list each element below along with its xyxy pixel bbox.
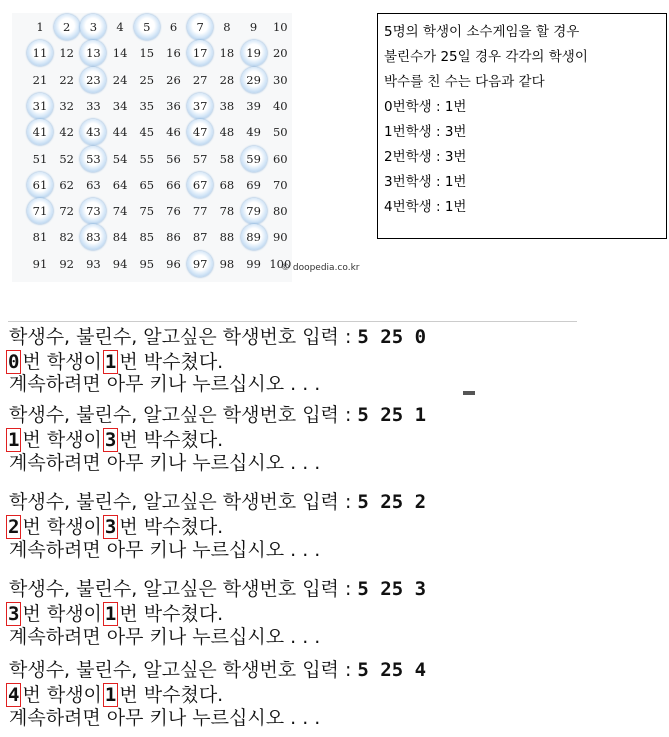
grid-number: 22 bbox=[59, 72, 74, 87]
continue-prompt: 계속하려면 아무 키나 누르십시오 . . . bbox=[9, 626, 321, 648]
info-line: 4번학생 : 1번 bbox=[384, 199, 467, 215]
grid-number: 45 bbox=[139, 125, 155, 140]
result-text: 번 학생이 bbox=[22, 603, 102, 625]
grid-number: 72 bbox=[59, 204, 74, 219]
grid-number: 94 bbox=[112, 256, 128, 271]
input-value: 5 25 3 bbox=[357, 578, 427, 600]
result-text: 번 학생이 bbox=[22, 684, 102, 706]
grid-number: 46 bbox=[166, 125, 181, 140]
grid-number: 40 bbox=[272, 98, 288, 113]
grid-number: 58 bbox=[219, 151, 235, 166]
grid-number: 28 bbox=[219, 72, 235, 87]
highlighted-number: 89 bbox=[241, 224, 267, 250]
grid-number: 69 bbox=[246, 177, 261, 192]
result-line bbox=[5, 428, 223, 452]
grid-number: 49 bbox=[246, 125, 261, 140]
highlighted-number: 79 bbox=[241, 198, 267, 224]
info-line: 5명의 학생이 소수게임을 할 경우 bbox=[384, 24, 580, 40]
grid-number: 51 bbox=[32, 151, 48, 166]
info-line: 0번학생 : 1번 bbox=[384, 99, 467, 115]
prompt-text: 학생수, 불린수, 알고싶은 학생번호 입력 : bbox=[9, 404, 358, 426]
console-divider bbox=[8, 321, 577, 322]
grid-number: 57 bbox=[192, 151, 208, 166]
grid-number: 35 bbox=[139, 98, 155, 113]
grid-number: 36 bbox=[166, 98, 181, 113]
highlighted-number: 47 bbox=[187, 119, 213, 145]
grid-number: 26 bbox=[166, 72, 181, 87]
grid-number: 85 bbox=[139, 230, 155, 245]
clap-count-box: 1 bbox=[104, 603, 117, 625]
highlighted-number: 7 bbox=[187, 14, 213, 40]
result-text: 번 박수쳤다. bbox=[119, 351, 224, 373]
highlighted-number: 29 bbox=[241, 67, 267, 93]
highlighted-number: 3 bbox=[80, 14, 106, 40]
student-number-box: 3 bbox=[8, 603, 20, 625]
grid-number: 68 bbox=[219, 177, 235, 192]
grid-number: 87 bbox=[192, 230, 208, 245]
info-line: 2번학생 : 3번 bbox=[384, 149, 467, 165]
input-value: 5 25 1 bbox=[357, 404, 427, 426]
grid-number: 4 bbox=[116, 20, 124, 34]
grid-number: 84 bbox=[112, 230, 128, 245]
prompt-line bbox=[9, 577, 426, 601]
grid-number: 64 bbox=[112, 177, 128, 192]
grid-number: 93 bbox=[86, 256, 101, 271]
input-value: 5 25 4 bbox=[357, 659, 427, 681]
grid-number: 81 bbox=[32, 230, 48, 245]
highlighted-number: 31 bbox=[27, 93, 53, 119]
grid-number: 42 bbox=[59, 125, 74, 140]
highlighted-number: 61 bbox=[27, 172, 53, 198]
grid-number: 18 bbox=[219, 46, 235, 61]
result-text: 번 박수쳤다. bbox=[119, 684, 224, 706]
result-text: 번 박수쳤다. bbox=[119, 603, 224, 625]
prompt-text: 학생수, 불린수, 알고싶은 학생번호 입력 : bbox=[9, 659, 358, 681]
highlighted-number: 13 bbox=[80, 40, 106, 66]
grid-number: 27 bbox=[192, 72, 208, 87]
clap-count-box: 1 bbox=[104, 684, 117, 706]
text-cursor bbox=[463, 391, 475, 395]
highlighted-number: 41 bbox=[27, 119, 53, 145]
grid-number: 62 bbox=[59, 177, 74, 192]
grid-number: 66 bbox=[166, 177, 181, 192]
grid-number: 32 bbox=[59, 98, 74, 113]
result-text: 번 박수쳤다. bbox=[119, 429, 224, 451]
grid-number: 76 bbox=[166, 204, 181, 219]
grid-number: 99 bbox=[246, 256, 261, 271]
grid-number: 86 bbox=[166, 230, 181, 245]
highlighted-number: 67 bbox=[187, 172, 213, 198]
grid-number: 10 bbox=[272, 20, 288, 34]
continue-prompt: 계속하려면 아무 키나 누르십시오 . . . bbox=[9, 707, 321, 729]
highlighted-number: 11 bbox=[27, 40, 53, 66]
info-line: 불린수가 25일 경우 각각의 학생이 bbox=[384, 49, 588, 65]
grid-number: 77 bbox=[192, 204, 208, 219]
grid-number: 54 bbox=[112, 151, 128, 166]
grid-number: 78 bbox=[219, 204, 235, 219]
grid-number: 75 bbox=[139, 204, 155, 219]
highlighted-number: 73 bbox=[80, 198, 106, 224]
grid-number: 56 bbox=[166, 151, 181, 166]
grid-number: 96 bbox=[166, 256, 181, 271]
highlighted-number: 5 bbox=[134, 14, 160, 40]
highlighted-number: 2 bbox=[54, 14, 80, 40]
result-text: 번 학생이 bbox=[22, 429, 102, 451]
grid-number: 74 bbox=[112, 204, 128, 219]
grid-number: 70 bbox=[272, 177, 288, 192]
result-text: 번 학생이 bbox=[22, 516, 102, 538]
grid-number: 60 bbox=[272, 151, 288, 166]
continue-prompt: 계속하려면 아무 키나 누르십시오 . . . bbox=[9, 452, 321, 474]
highlighted-number: 97 bbox=[187, 251, 213, 277]
grid-number: 38 bbox=[219, 98, 235, 113]
continue-prompt: 계속하려면 아무 키나 누르십시오 . . . bbox=[9, 373, 321, 395]
input-value: 5 25 2 bbox=[357, 491, 427, 513]
student-number-box: 4 bbox=[8, 684, 20, 706]
grid-number: 25 bbox=[139, 72, 155, 87]
prompt-line bbox=[9, 490, 426, 514]
info-line: 1번학생 : 3번 bbox=[384, 124, 467, 140]
grid-number: 90 bbox=[272, 230, 288, 245]
grid-number: 8 bbox=[223, 20, 231, 34]
grid-number: 52 bbox=[59, 151, 74, 166]
grid-number: 39 bbox=[246, 98, 261, 113]
grid-number: 82 bbox=[59, 230, 74, 245]
highlighted-number: 17 bbox=[187, 40, 213, 66]
prompt-line bbox=[9, 325, 426, 349]
input-value: 5 25 0 bbox=[357, 326, 427, 348]
highlighted-number: 37 bbox=[187, 93, 213, 119]
grid-number: 14 bbox=[112, 46, 128, 61]
grid-number: 12 bbox=[59, 46, 74, 61]
grid-number: 24 bbox=[112, 72, 128, 87]
grid-number: 1 bbox=[36, 20, 44, 34]
grid-number: 92 bbox=[59, 256, 74, 271]
info-line: 박수를 친 수는 다음과 같다 bbox=[384, 74, 545, 90]
grid-number: 16 bbox=[166, 46, 181, 61]
prompt-text: 학생수, 불린수, 알고싶은 학생번호 입력 : bbox=[9, 326, 358, 348]
continue-prompt: 계속하려면 아무 키나 누르십시오 . . . bbox=[9, 539, 321, 561]
grid-number: 20 bbox=[272, 46, 288, 61]
grid-number: 65 bbox=[139, 177, 155, 192]
result-text: 번 학생이 bbox=[22, 351, 102, 373]
highlighted-number: 53 bbox=[80, 146, 106, 172]
clap-count-box: 1 bbox=[104, 351, 117, 373]
grid-number: 98 bbox=[219, 256, 235, 271]
clap-count-box: 3 bbox=[104, 516, 117, 538]
grid-number: 55 bbox=[139, 151, 155, 166]
grid-number: 95 bbox=[139, 256, 155, 271]
grid-number: 88 bbox=[219, 230, 235, 245]
grid-number: 15 bbox=[139, 46, 155, 61]
prompt-text: 학생수, 불린수, 알고싶은 학생번호 입력 : bbox=[9, 491, 358, 513]
result-line bbox=[5, 683, 223, 707]
student-number-box: 2 bbox=[8, 516, 20, 538]
result-line bbox=[5, 515, 223, 539]
grid-number: 6 bbox=[169, 20, 178, 34]
prompt-text: 학생수, 불린수, 알고싶은 학생번호 입력 : bbox=[9, 578, 358, 600]
student-number-box: 0 bbox=[8, 351, 20, 373]
result-text: 번 박수쳤다. bbox=[119, 516, 224, 538]
grid-number: 91 bbox=[32, 256, 48, 271]
grid-number: 100 bbox=[269, 256, 292, 271]
prompt-line bbox=[9, 403, 426, 427]
highlighted-number: 71 bbox=[27, 198, 53, 224]
prompt-line bbox=[9, 658, 426, 682]
grid-number: 80 bbox=[272, 204, 288, 219]
watermark-text: © doopedia.co.kr bbox=[281, 263, 360, 273]
highlighted-number: 43 bbox=[80, 119, 106, 145]
grid-number: 50 bbox=[272, 125, 288, 140]
student-number-box: 1 bbox=[8, 429, 20, 451]
highlighted-number: 19 bbox=[241, 40, 267, 66]
highlighted-number: 59 bbox=[241, 146, 267, 172]
highlighted-number: 23 bbox=[80, 67, 106, 93]
clap-count-box: 3 bbox=[104, 429, 117, 451]
grid-number: 9 bbox=[249, 20, 258, 34]
result-line bbox=[5, 602, 223, 626]
grid-number: 34 bbox=[112, 98, 128, 113]
grid-number: 48 bbox=[219, 125, 235, 140]
grid-number: 44 bbox=[112, 125, 128, 140]
grid-number: 21 bbox=[32, 72, 48, 87]
result-line bbox=[5, 350, 223, 374]
info-line: 3번학생 : 1번 bbox=[384, 174, 467, 190]
grid-number: 63 bbox=[86, 177, 101, 192]
grid-number: 33 bbox=[86, 98, 101, 113]
highlighted-number: 83 bbox=[80, 224, 106, 250]
grid-number: 30 bbox=[272, 72, 288, 87]
